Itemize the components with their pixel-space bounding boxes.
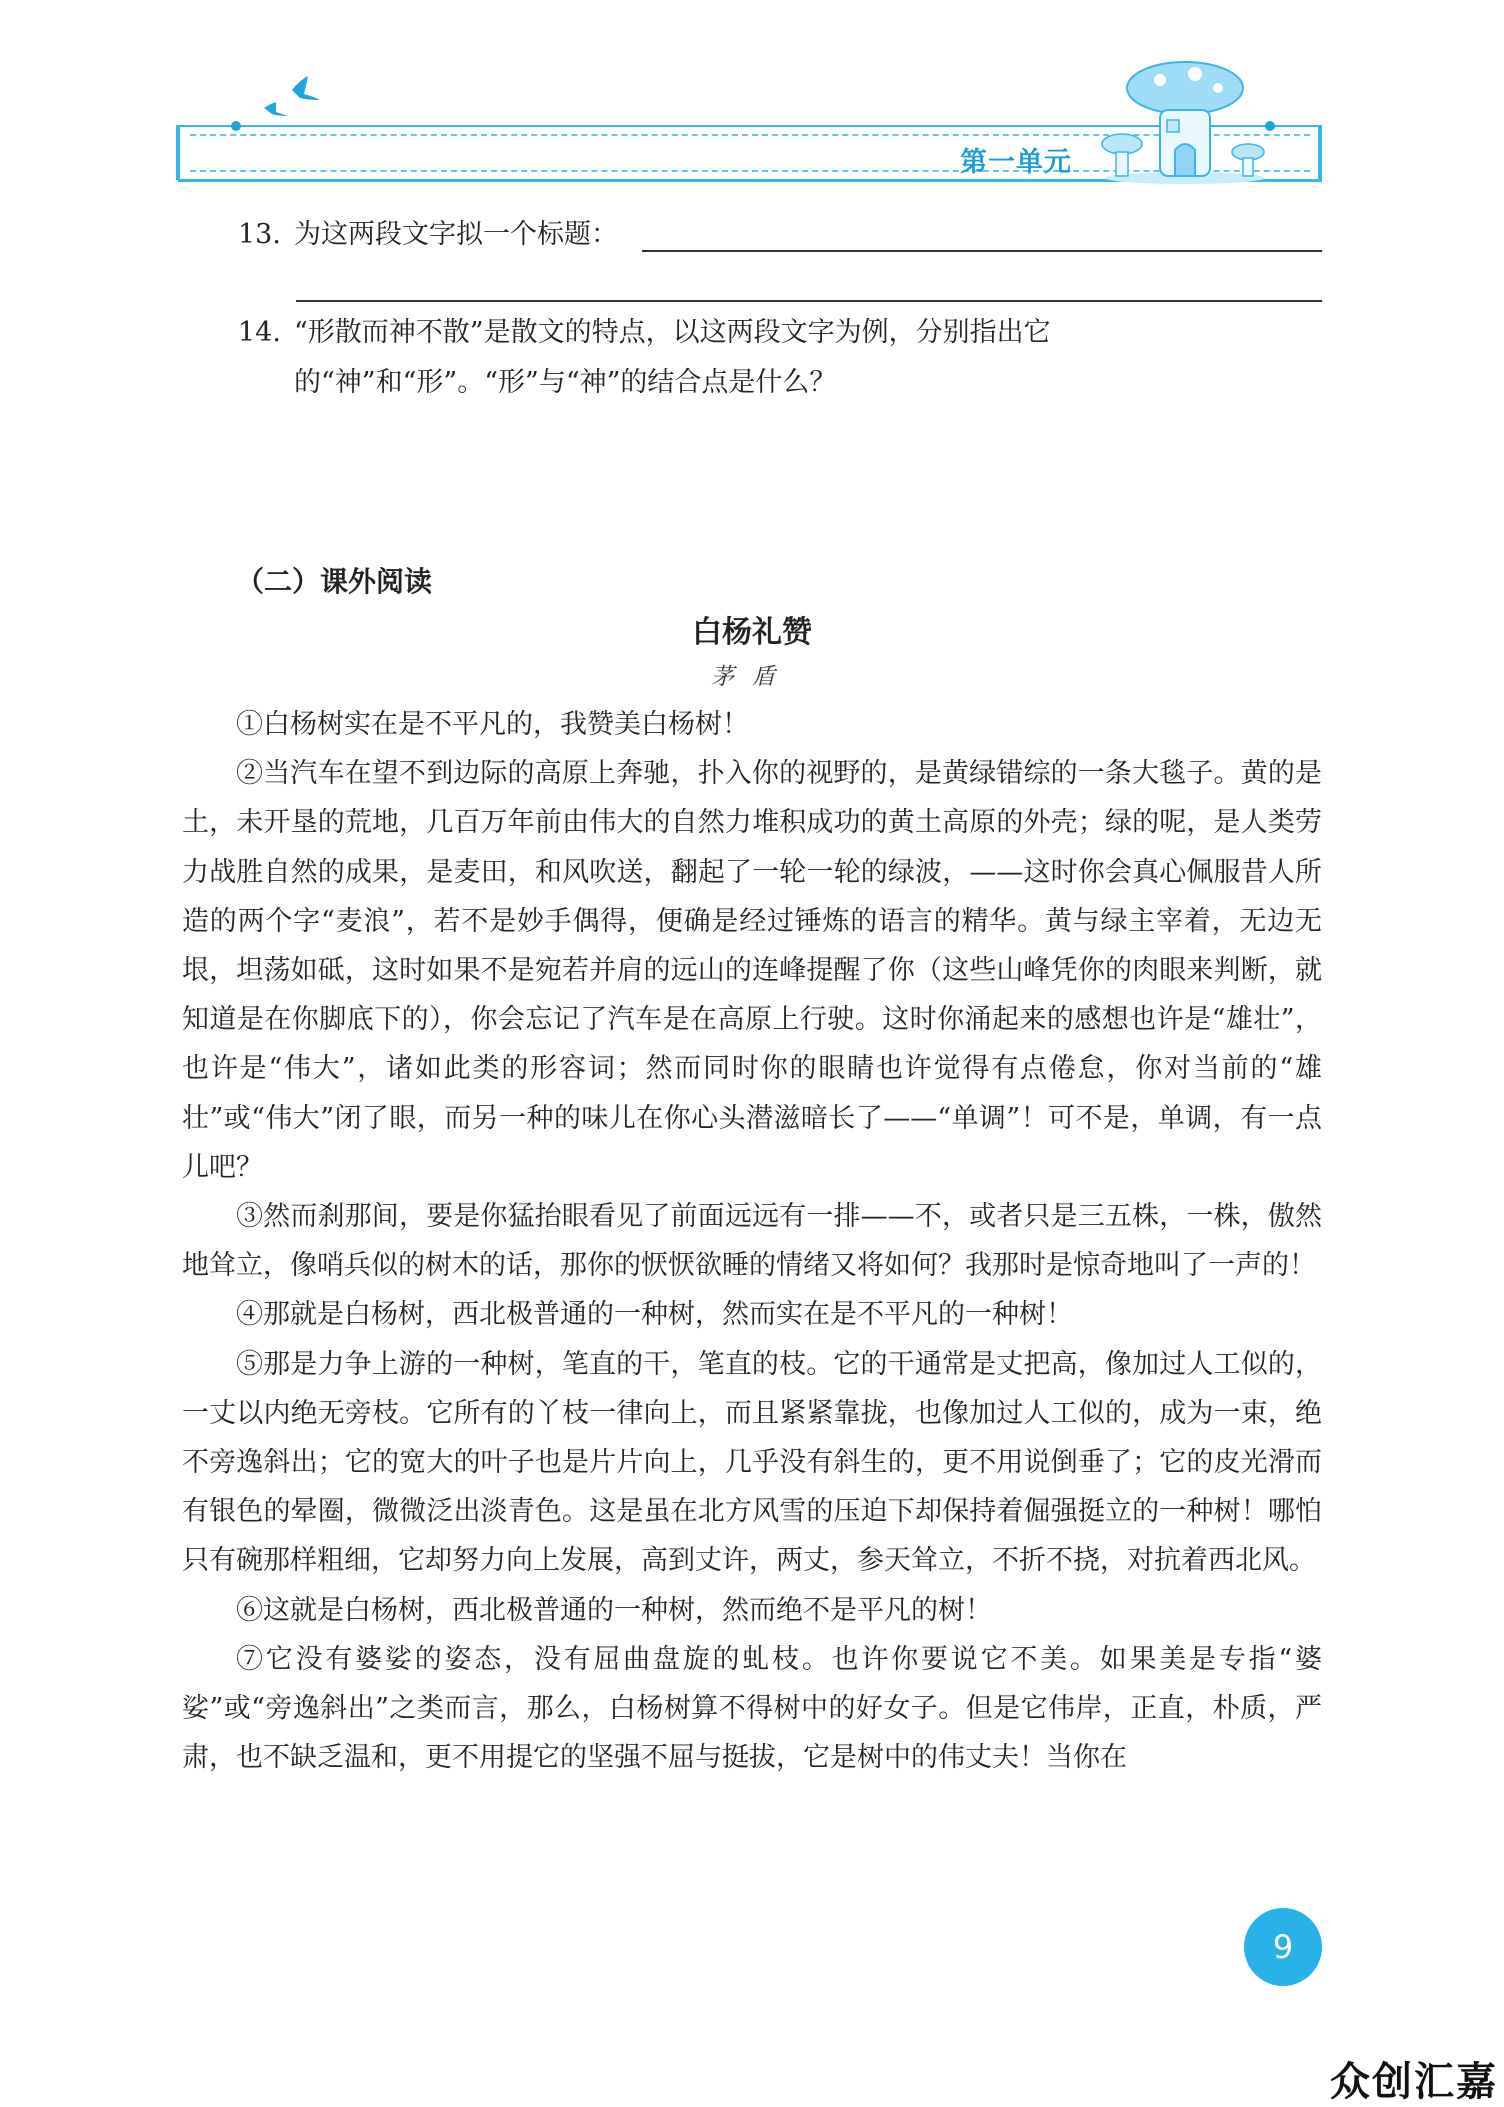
paragraph: ③然而刹那间，要是你猛抬眼看见了前面远远有一排——不，或者只是三五株，一株，傲然地耸立，像哨兵似的树木的话，那你的恹恹欲睡的情绪又将如何？我那时是惊奇地叫了一声的！ bbox=[182, 1201, 1322, 1282]
article-title: 白杨礼赞 bbox=[692, 615, 812, 650]
question-number: 14. bbox=[238, 317, 281, 348]
question-text: 为这两段文字拟一个标题： bbox=[294, 219, 618, 250]
banner-left-edge bbox=[176, 125, 180, 180]
paragraph: ⑥这就是白杨树，西北极普通的一种树，然而绝不是平凡的树！ bbox=[236, 1594, 992, 1626]
question-14 bbox=[238, 308, 1323, 408]
birds-icon bbox=[262, 70, 362, 130]
banner-right-edge bbox=[1318, 125, 1322, 180]
paragraph: ⑦它没有婆娑的姿态，没有屈曲盘旋的虬枝。也许你要说它不美。如果美是专指“婆娑”或“旁逸斜出”之类而言，那么，白杨树算不得树中的好女子。但是它伟岸，正直，朴质，严肃，也不缺乏温和，更不用提它的坚强不屈与挺拔，它是树中的伟丈夫！当你在 bbox=[182, 1643, 1322, 1774]
page-number-badge: 9 bbox=[1244, 1908, 1322, 1986]
article-author: 茅盾 bbox=[711, 664, 793, 690]
article-body bbox=[182, 700, 1322, 1782]
paragraph: ⑤那是力争上游的一种树，笔直的干，笔直的枝。它的干通常是丈把高，像加过人工似的，一丈以内绝无旁枝。它所有的丫枝一律向上，而且紧紧靠拢，也像加过人工似的，成为一束，绝不旁逸斜出；它的宽大的叶子也是片片向上，几乎没有斜生的，更不用说倒垂了；它的皮光滑而有银色的晕圈，微微泛出淡青色。这是虽在北方风雪的压迫下却保持着倔强挺立的一种树！哪怕只有碗那样粗细，它却努力向上发展，高到丈许，两丈，参天耸立，不折不挠，对抗着西北风。 bbox=[182, 1348, 1322, 1577]
answer-line[interactable] bbox=[642, 250, 1322, 252]
banner-dot-left bbox=[231, 121, 241, 131]
paragraph: ①白杨树实在是不平凡的，我赞美白杨树！ bbox=[236, 709, 749, 740]
question-number: 13. bbox=[238, 219, 281, 250]
question-13 bbox=[238, 210, 1323, 260]
question-text: “形散而神不散”是散文的特点，以这两段文字为例，分别指出它的“神”和“形”。“形”与“神”的结合点是什么？ bbox=[294, 317, 1051, 398]
paragraph: ④那就是白杨树，西北极普通的一种树，然而实在是不平凡的一种树！ bbox=[236, 1299, 1073, 1331]
answer-line[interactable] bbox=[296, 300, 1322, 302]
mushroom-house-icon bbox=[1090, 60, 1270, 185]
unit-title: 第一单元 bbox=[960, 147, 1072, 178]
watermark-text: 众创汇嘉 bbox=[1330, 2059, 1498, 2105]
page-header bbox=[0, 0, 1504, 190]
paragraph: ②当汽车在望不到边际的高原上奔驰，扑入你的视野的，是黄绿错综的一条大毯子。黄的是土，未开垦的荒地，几百万年前由伟大的自然力堆积成功的黄土高原的外壳；绿的呢，是人类劳力战胜自然的成果，是麦田，和风吹送，翻起了一轮一轮的绿波，——这时你会真心佩服昔人所造的两个字“麦浪”，若不是妙手偶得，便确是经过锤炼的语言的精华。黄与绿主宰着，无边无垠，坦荡如砥，这时如果不是宛若并肩的远山的连峰提醒了你（这些山峰凭你的肉眼来判断，就知道是在你脚底下的），你会忘记了汽车是在高原上行驶。这时你涌起来的感想也许是“雄壮”，也许是“伟大”，诸如此类的形容词；然而同时你的眼睛也许觉得有点倦怠，你对当前的“雄壮”或“伟大”闭了眼，而另一种的味儿在你心头潜滋暗长了——“单调”！可不是，单调，有一点儿吧？ bbox=[182, 758, 1322, 1183]
section-title: （二）课外阅读 bbox=[236, 565, 433, 598]
